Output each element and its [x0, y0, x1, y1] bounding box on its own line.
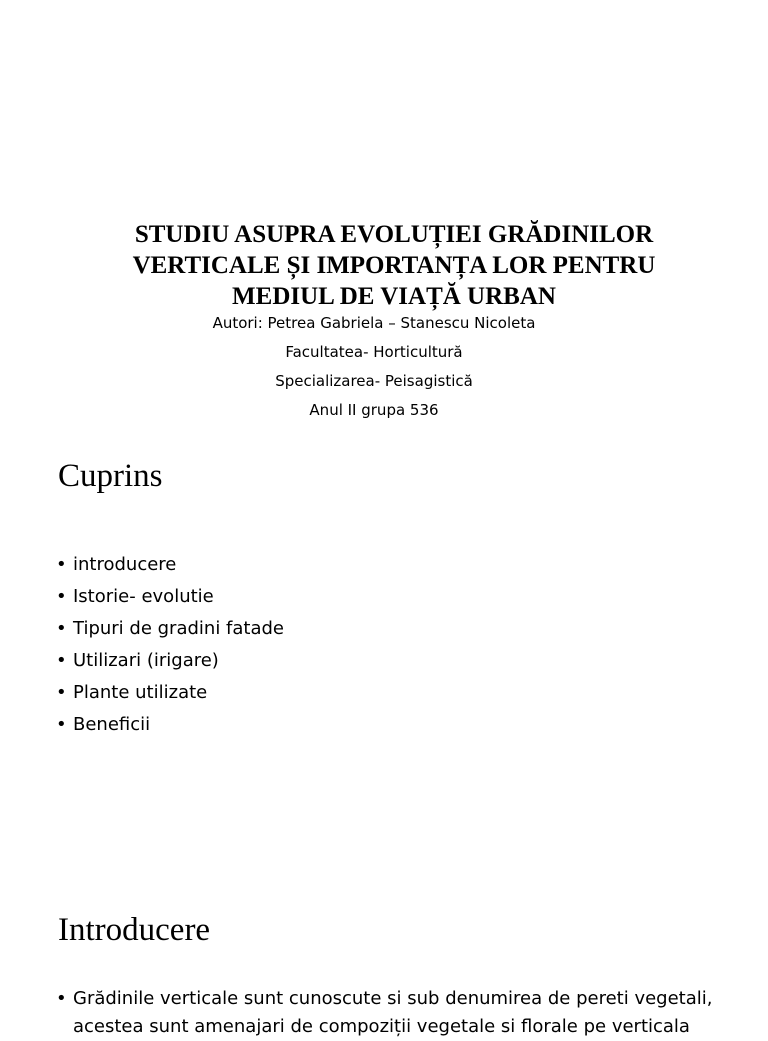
list-item: • Grădinile verticale sunt cunoscute si sub denumirea de pereti vegetali, acestea sunt amenajari de compoziții vegetale si florale pe verticala [56, 985, 746, 1041]
faculty-line: Facultatea- Horticultură [285, 343, 463, 361]
introduction-list [56, 985, 746, 1041]
list-item: • Tipuri de gradini fatade [56, 613, 284, 645]
specialization-line: Specializarea- Peisagistică [275, 372, 473, 390]
list-item: • Plante utilizate [56, 677, 284, 709]
introduction-heading: Introducere [58, 912, 211, 948]
list-item: • Istorie- evolutie [56, 581, 284, 613]
document-title [64, 219, 724, 312]
year-group-line: Anul II grupa 536 [309, 401, 439, 419]
title-line-2: VERTICALE ȘI IMPORTANȚA LOR PENTRU [132, 252, 656, 279]
title-line-1: STUDIU ASUPRA EVOLUȚIEI GRĂDINILOR [134, 221, 654, 248]
list-item: • introducere [56, 549, 284, 581]
contents-list [56, 549, 284, 741]
contents-heading: Cuprins [58, 458, 163, 494]
list-item: • Beneficii [56, 709, 284, 741]
authors-block [64, 309, 684, 425]
title-line-3: MEDIUL DE VIAȚĂ URBAN [232, 283, 556, 310]
authors-line: Autori: Petrea Gabriela – Stanescu Nicoleta [212, 314, 536, 332]
list-item: • Utilizari (irigare) [56, 645, 284, 677]
